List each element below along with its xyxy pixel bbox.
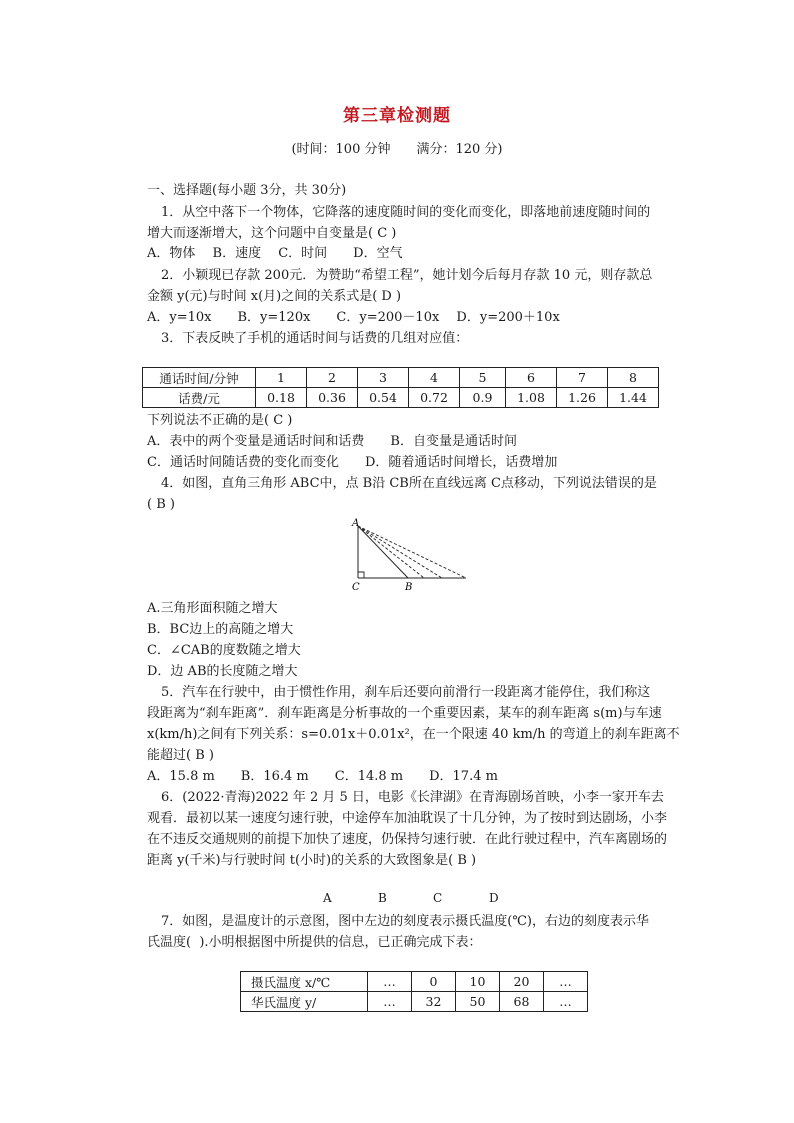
table-cell: 1.08 [506,388,557,408]
triangle-figure [350,518,470,594]
q7-line1: 7．如图，是温度计的示意图，图中左边的刻度表示摄氏温度(℃)，右边的刻度表示华 [161,914,649,929]
q4-line2: ( B ) [147,497,175,512]
table-cell: 0.18 [256,388,307,408]
label-b: B [405,582,413,593]
q5-options: A．15.8 m B．16.4 m C．14.8 m D．17.4 m [147,769,498,784]
table-cell: 0 [412,972,456,992]
side-ab [358,526,408,578]
q6-line2: 观看．最初以某一速度匀速行驶，中途停车加油耽误了十几分钟，为了按时到达剧场，小李 [147,811,668,826]
q3-options-cd: C．通话时间随话费的变化而变化 D．随着通话时间增长，话费增加 [147,455,558,470]
q5-line3: x(km/h)之间有下列关系：s=0.01x＋0.01x²，在一个限速 40 km/h 的弯道上的刹车距离不 [147,727,680,742]
table-row [143,388,659,408]
table-cell: 1.44 [608,388,659,408]
label-a: A [352,518,360,529]
q6-line1: 6．(2022·青海)2022 年 2 月 5 日，电影《长津湖》在青海剧场首映，小李一家开车去 [161,790,664,805]
table-header-cell: 话费/元 [143,388,256,408]
table-header-cell: 摄氏温度 x/℃ [241,972,368,992]
label-c: C [352,582,360,593]
table-cell: … [544,972,588,992]
table-cell: 0.72 [409,388,460,408]
q3-prompt: 下列说法不正确的是( C ) [147,413,293,428]
dashed-line [358,526,424,578]
table-header-cell: 华氏温度 y/ [241,992,368,1012]
q2-line2: 金额 y(元)与时间 x(月)之间的关系式是( D ) [147,289,402,304]
section-heading: 一、选择题(每小题 3分，共 30分) [147,183,347,198]
table-cell: 8 [608,368,659,388]
table-cell: 0.54 [358,388,409,408]
q4-option-b: B．BC边上的高随之增大 [147,622,294,637]
q4-line1: 4．如图，直角三角形 ABC中，点 B沿 CB所在直线远离 C点移动，下列说法错误的是 [161,476,657,491]
q2-options: A．y=10x B．y=120x C．y=200－10x D．y=200＋10x [147,310,560,325]
table-cell: … [544,992,588,1012]
table-header-cell: 通话时间/分钟 [143,368,256,388]
table-row [241,972,588,992]
q4-option-a: A.三角形面积随之增大 [147,601,278,616]
table-cell: 68 [500,992,544,1012]
choice-label-a: A [323,891,332,905]
table-cell: 6 [506,368,557,388]
table-row [241,992,588,1012]
choice-label-b: B [378,891,387,905]
table-cell: … [368,992,412,1012]
q5-line2: 段距离为“刹车距离”．刹车距离是分析事故的一个重要因素，某车的刹车距离 s(m)与车速 [147,706,662,721]
table-cell: 1 [256,368,307,388]
exam-info: (时间：100 分钟 满分：120 分) [291,142,503,157]
table-cell: 5 [460,368,506,388]
temperature-table [240,971,588,1012]
q3-options-ab: A．表中的两个变量是通话时间和话费 B．自变量是通话时间 [147,434,517,449]
choice-label-d: D [489,891,499,905]
table-cell: … [368,972,412,992]
q3-line1: 3．下表反映了手机的通话时间与话费的几组对应值： [161,331,469,346]
table-cell: 1.26 [557,388,608,408]
q1-options: A．物体 B．速度 C．时间 D．空气 [147,246,403,261]
q4-option-d: D．边 AB的长度随之增大 [147,664,298,679]
q5-line1: 5．汽车在行驶中，由于惯性作用，刹车后还要向前滑行一段距离才能停住，我们称这 [161,685,651,700]
q5-line4: 能超过( B ) [147,748,214,763]
q1-line2: 增大而逐渐增大，这个问题中自变量是( C ) [147,226,397,241]
table-row [143,368,659,388]
table-cell: 4 [409,368,460,388]
page-title: 第三章检测题 [343,106,451,126]
table-cell: 2 [307,368,358,388]
table-cell: 32 [412,992,456,1012]
table-cell: 10 [456,972,500,992]
q4-option-c: C．∠CAB的度数随之增大 [147,643,301,658]
right-angle-mark [358,572,364,578]
table-cell: 7 [557,368,608,388]
table-cell: 0.36 [307,388,358,408]
dashed-line [358,526,466,578]
q2-line1: 2．小颖现已存款 200元．为赞助“希望工程”，她计划今后每月存款 10 元，则存款总 [161,268,653,283]
q1-line1: 1．从空中落下一个物体，它降落的速度随时间的变化而变化，即落地前速度随时间的 [161,205,651,220]
table-cell: 20 [500,972,544,992]
table-cell: 0.9 [460,388,506,408]
table-cell: 50 [456,992,500,1012]
table-cell: 3 [358,368,409,388]
q7-line2: 氏温度( ).小明根据图中所提供的信息，已正确完成下表： [147,935,482,950]
q6-line3: 在不违反交通规则的前提下加快了速度，仍保持匀速行驶．在此行驶过程中，汽车离剧场的 [147,832,668,847]
call-fee-table [142,367,659,408]
q6-line4: 距离 y(千米)与行驶时间 t(小时)的关系的大致图象是( B ) [147,853,477,868]
choice-label-c: C [433,891,443,905]
